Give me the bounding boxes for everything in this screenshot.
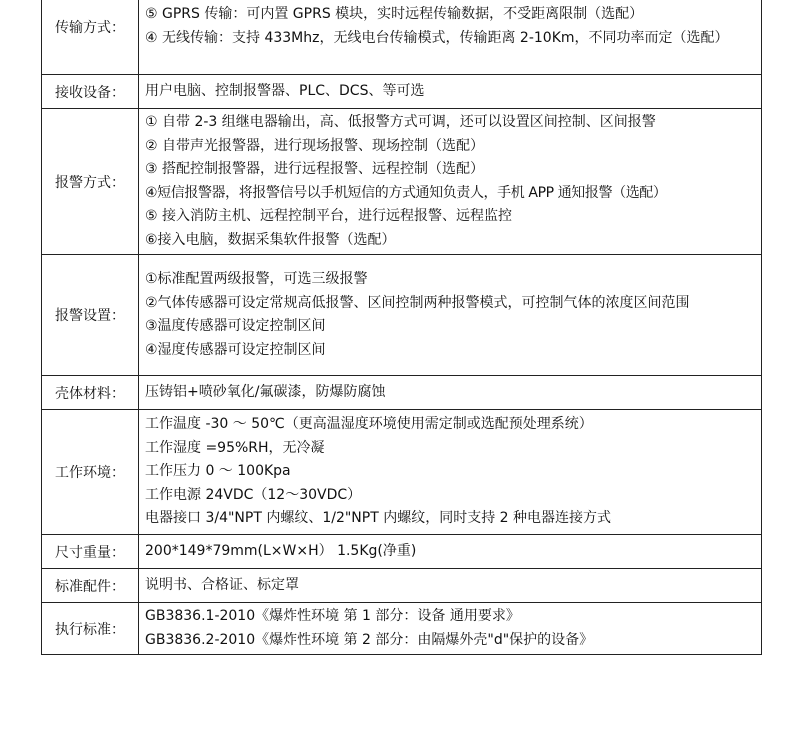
content-line: ⑥接入电脑，数据采集软件报警（选配） [145, 231, 396, 248]
row-label: 传输方式： [42, 0, 139, 75]
spec-row-size-weight [42, 535, 762, 569]
content-line: 电器接口 3/4"NPT 内螺纹、1/2"NPT 内螺纹，同时支持 2 种电器连接方式 [145, 510, 612, 527]
content-line: ①标准配置两级报警，可选三级报警 [145, 271, 368, 287]
row-label: 工作环境： [42, 410, 139, 535]
content-line: ⑤ 接入消防主机、远程控制平台，进行远程报警、远程监控 [145, 208, 512, 224]
content-line: ② 自带声光报警器，进行现场报警、现场控制（选配） [145, 137, 484, 154]
spec-row-housing [42, 376, 762, 410]
spec-row-environment [42, 410, 762, 535]
spec-row-alarm-settings [42, 255, 762, 376]
content-line: 工作压力 0 ～ 100Kpa [145, 463, 291, 480]
spec-row-alarm-method [42, 109, 762, 255]
row-label: 报警方式： [42, 109, 139, 255]
spec-row-accessories [42, 569, 762, 603]
content-line: 工作电源 24VDC（12～30VDC） [145, 486, 362, 503]
row-content [139, 109, 762, 255]
content-line: 说明书、合格证、标定罩 [145, 576, 299, 593]
spec-row-receiver [42, 75, 762, 109]
content-line: ④湿度传感器可设定控制区间 [145, 341, 326, 358]
row-content [139, 75, 762, 109]
row-label: 壳体材料： [42, 376, 139, 410]
content-line: 200*149*79mm(L×W×H） 1.5Kg(净重) [145, 542, 417, 559]
row-label: 尺寸重量： [42, 535, 139, 569]
row-content [139, 255, 762, 376]
content-line: ⑤ GPRS 传输：可内置 GPRS 模块，实时远程传输数据，不受距离限制（选配） [145, 6, 644, 22]
row-content [139, 410, 762, 535]
row-label: 标准配件： [42, 569, 139, 603]
row-content [139, 603, 762, 655]
row-content [139, 569, 762, 603]
spec-row-standards [42, 603, 762, 655]
spec-table [41, 0, 762, 655]
spec-row-transmission [42, 0, 762, 75]
content-line: ① 自带 2-3 组继电器输出，高、低报警方式可调，还可以设置区间控制、区间报警 [145, 114, 656, 130]
row-content [139, 0, 762, 75]
content-line: GB3836.1-2010《爆炸性环境 第 1 部分：设备 通用要求》 [145, 608, 520, 624]
content-line: ④ 无线传输：支持 433Mhz，无线电台传输模式，传输距离 2-10Km，不同功率而定（选配） [145, 29, 729, 46]
row-label: 执行标准： [42, 603, 139, 655]
content-line: 工作湿度 =95%RH，无冷凝 [145, 439, 325, 456]
content-line: GB3836.2-2010《爆炸性环境 第 2 部分：由隔爆外壳"d"保护的设备》 [145, 631, 594, 648]
row-label: 报警设置： [42, 255, 139, 376]
content-line: 压铸铝+喷砂氧化/氟碳漆，防爆防腐蚀 [145, 383, 386, 400]
content-line: ③温度传感器可设定控制区间 [145, 318, 326, 334]
row-label: 接收设备： [42, 75, 139, 109]
row-content [139, 376, 762, 410]
content-line: ③ 搭配控制报警器，进行远程报警、远程控制（选配） [145, 161, 484, 177]
row-content [139, 535, 762, 569]
content-line: 用户电脑、控制报警器、PLC、DCS、等可选 [145, 82, 425, 99]
content-line: ②气体传感器可设定常规高低报警、区间控制两种报警模式，可控制气体的浓度区间范围 [145, 294, 690, 311]
content-line: ④短信报警器，将报警信号以手机短信的方式通知负责人，手机 APP 通知报警（选配） [145, 184, 667, 201]
content-line: 工作温度 -30 ～ 50℃（更高温湿度环境使用需定制或选配预处理系统） [145, 416, 593, 433]
